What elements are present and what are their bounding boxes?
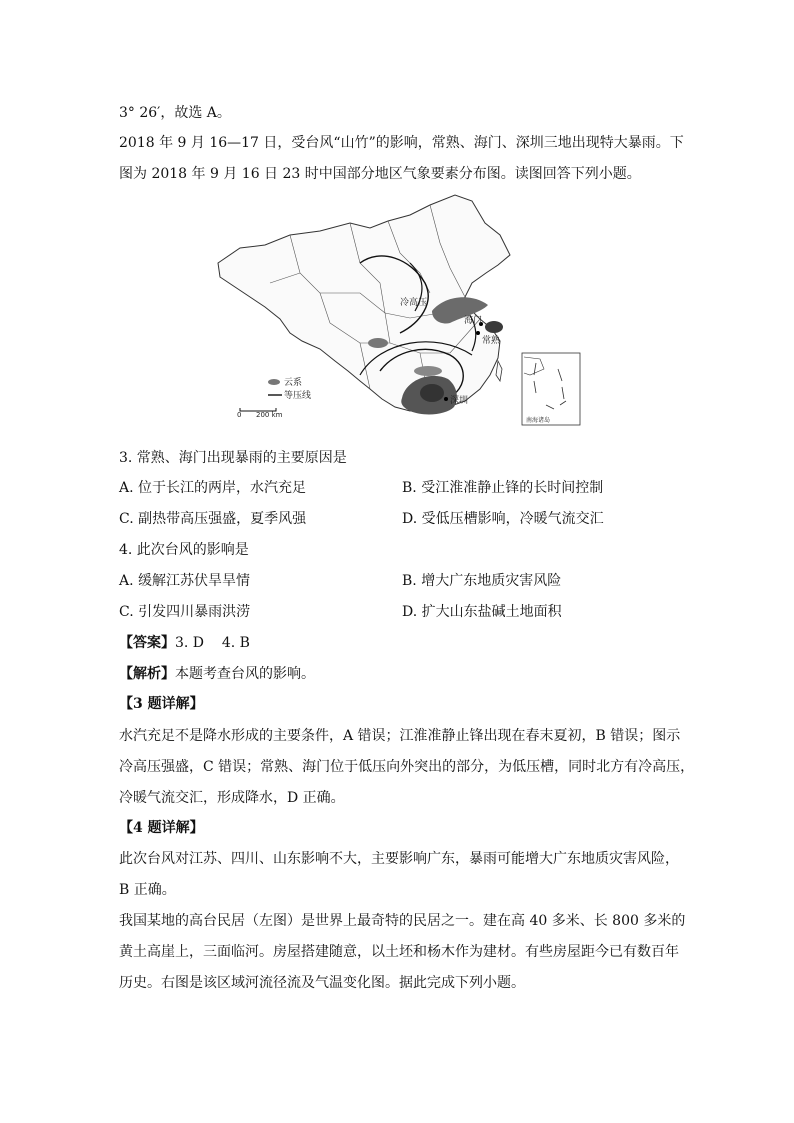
q3-option-a: A. 位于长江的两岸，水汽充足 [119,480,307,496]
label-shenzhen: 深圳 [450,396,469,406]
next-line-1: 我国某地的高台民居（左图）是世界上最奇特的民居之一。建在高 40 多米、长 800 多米的 [119,913,686,929]
q4-option-a: A. 缓解江苏伏旱旱情 [119,573,251,589]
cloud-typhoon-band [414,366,442,376]
answer-label: 【答案】 [119,635,175,651]
next-line-3: 历史。右图是该区域河流径流及气温变化图。据此完成下列小题。 [119,975,525,991]
cloud-west [368,338,388,348]
q4-option-c: C. 引发四川暴雨洪涝 [119,604,251,620]
scale-label: 200 km [256,411,283,419]
changshu-dot [476,331,480,335]
label-cold-high: 冷高压 [400,298,428,308]
weather-map [210,193,588,433]
analysis-text: 本题考查台风的影响。 [175,666,315,682]
label-haimen: 海门 [464,316,483,326]
prev-answer-tail: 3° 26′，故选 A。 [119,105,231,121]
analysis-label: 【解析】 [119,666,175,682]
legend-isobar-label: 等压线 [284,391,312,401]
shenzhen-dot [444,397,448,401]
q4-stem: 4. 此次台风的影响是 [119,542,249,558]
label-south-sea: 南海诸岛 [526,417,551,424]
q3-stem: 3. 常熟、海门出现暴雨的主要原因是 [119,450,347,466]
detail3-line-2: 冷高压强盛，C 错误；常熟、海门位于低压向外突出的部分，为低压槽，同时北方有冷高压， [119,759,695,775]
scale-zero: 0 [237,411,242,419]
taiwan [496,361,502,381]
q3-option-b: B. 受江淮准静止锋的长时间控制 [402,480,604,496]
next-line-2: 黄土高崖上，三面临河。房屋搭建随意，以土坯和杨木作为建材。有些房屋距今已有数百年 [119,944,679,960]
detail3-line-3: 冷暖气流交汇，形成降水，D 正确。 [119,790,345,806]
cloud-haimen [485,321,503,333]
south-sea-inset [522,353,580,425]
label-changshu: 常熟 [482,336,501,346]
q4-option-d: D. 扩大山东盐碱土地面积 [402,604,562,620]
analysis-line [119,665,315,683]
detail3-line-1: 水汽充足不是降水形成的主要条件，A 错误；江淮准静止锋出现在春末夏初，B 错误；图示 [119,728,681,744]
legend-cloud-swatch [268,379,280,385]
intro-line-2: 图为 2018 年 9 月 16 日 23 时中国部分地区气象要素分布图。读图回答下列小题。 [119,166,641,182]
q3-option-d: D. 受低压槽影响，冷暖气流交汇 [402,511,604,527]
detail4-line-2: B 正确。 [119,882,176,898]
legend-cloud-label: 云系 [284,378,303,388]
detail4-heading: 【4 题详解】 [119,820,204,836]
cloud-typhoon-core [420,384,444,402]
detail3-heading: 【3 题详解】 [119,696,204,712]
q4-option-b: B. 增大广东地质灾害风险 [402,573,562,589]
detail4-line-1: 此次台风对江苏、四川、山东影响不大，主要影响广东，暴雨可能增大广东地质灾害风险， [119,851,679,867]
q3-option-c: C. 副热带高压强盛，夏季风强 [119,511,307,527]
answer-text: 3. D 4. B [175,635,250,651]
intro-line-1: 2018 年 9 月 16—17 日，受台风“山竹”的影响，常熟、海门、深圳三地出现特大暴雨。下 [119,135,684,151]
answer-line [119,634,250,652]
